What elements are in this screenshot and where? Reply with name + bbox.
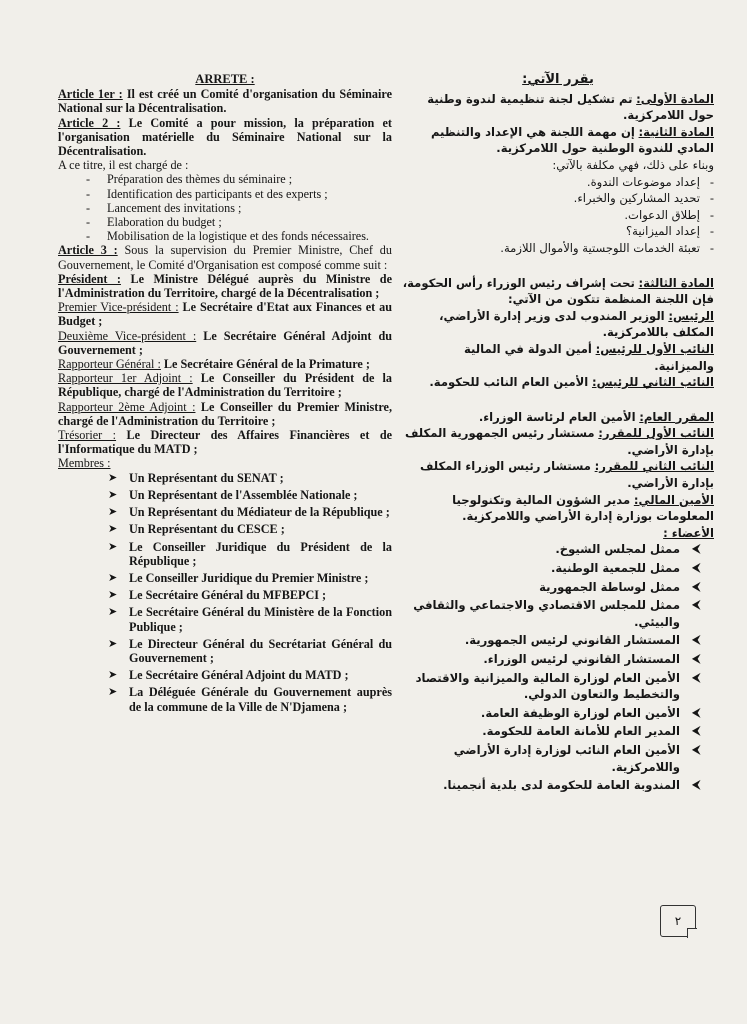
arabic-column (402, 72, 714, 796)
article-3-text: Sous la supervision du Premier Ministre, Chef du Gouvernement, le Comité d'Organisation est composé comme suit : (58, 243, 392, 272)
role-label: الرئيس: (668, 308, 714, 323)
member-text: Le Secrétaire Général Adjoint du MATD ; (129, 668, 349, 683)
list-item (402, 579, 714, 596)
list-item (58, 471, 392, 485)
member-text: المستشار القانوني لرئيس الجمهورية. (464, 633, 680, 648)
article-3-label: المادة الثالثة: (638, 275, 714, 290)
role-text: Le Conseiller du Premier Ministre, chargé de l'Administration du Territoire ; (58, 399, 392, 428)
list-item (58, 540, 392, 568)
role-text: Le Directeur des Affaires Financières et de l'Informatique du MATD ; (58, 428, 392, 457)
member-text: الأمين العام لوزارة الوظيفة العامة. (480, 705, 680, 720)
role-label: النائب الأول للمقرر: (598, 426, 714, 441)
arabic-charged-intro: وبناء على ذلك، فهي مكلفة بالآتي: (552, 157, 714, 172)
role-text: الأمين العام النائب للحكومة. (429, 375, 589, 390)
role-text: الوزير المندوب لدى وزير إدارة الأراضي، المكلف باللامركزية. (439, 308, 714, 340)
arabic-article-1 (402, 91, 714, 124)
role-treasurer (58, 428, 392, 456)
role-label: Premier Vice-président : (58, 300, 179, 315)
french-members-list (58, 471, 392, 714)
role-label: Deuxième Vice-président : (58, 328, 197, 343)
article-3-label: Article 3 : (58, 243, 118, 258)
arabic-members-list (402, 541, 714, 793)
arrow-bullet-icon: ➤ (108, 588, 118, 602)
member-text: La Déléguée Générale du Gouvernement auprès de la commune de la Ville de N'Djamena ; (129, 685, 392, 714)
article-1-label: المادة الأولى: (636, 91, 714, 106)
arrow-bullet-icon: ➤ (108, 539, 118, 553)
list-item (402, 541, 714, 558)
article-1-text: تم تشكيل لجنة تنظيمية لندوة وطنية حول اللامركزية. (427, 91, 714, 123)
role-text: الأمين العام لرئاسة الوزراء. (478, 409, 636, 424)
role-general-rapporteur (58, 357, 392, 371)
member-text: المدير العام للأمانة العامة للحكومة. (482, 724, 680, 739)
member-text: Un Représentant du SENAT ; (129, 470, 284, 485)
arabic-title: يقرر الآتي: (522, 72, 594, 87)
role-text: أمين الدولة في المالية والميزانية. (463, 341, 714, 373)
list-item (402, 632, 714, 649)
role-second-vice-president (58, 329, 392, 357)
role-label: Rapporteur Général : (58, 357, 161, 372)
role-label: المقرر العام: (639, 409, 714, 424)
member-text: الأمين العام النائب لوزارة إدارة الأراضي واللامركزية. (453, 742, 680, 774)
article-3-text: تحت إشراف رئيس الوزراء رأس الحكومة، فإن اللجنة المنظمة تتكون من الآتي: (402, 275, 714, 307)
arrow-bullet-icon: ➤ (108, 470, 118, 484)
french-article-3 (58, 243, 392, 271)
member-text: Un Représentant du CESCE ; (129, 522, 285, 537)
role-label: النائب الأول للرئيس: (595, 341, 714, 356)
member-text: ممثل لمجلس الشيوخ. (555, 542, 680, 557)
list-item (402, 742, 714, 775)
article-2-text: Le Comité a pour mission, la préparation et l'organisation matérielle du Séminaire National sur la Décentralisation. (58, 115, 392, 159)
member-text: ممثل للجمعية الوطنية. (550, 561, 680, 576)
list-item (402, 723, 714, 740)
role-treasurer (402, 492, 714, 525)
arrow-bullet-icon: ➤ (108, 605, 118, 619)
member-text: Un Représentant de l'Assemblée Nationale ; (129, 487, 358, 502)
arrow-bullet-icon: ⮜ (692, 742, 700, 756)
member-text: Le Secrétaire Général du MFBEPCI ; (129, 588, 327, 603)
list-item (58, 685, 392, 713)
member-text: ممثل للمجلس الاقتصادي والاجتماعي والثقافي والبيئي. (413, 598, 680, 629)
arrow-bullet-icon: ➤ (108, 570, 118, 584)
list-item: - تحديد المشاركين والخبراء. (402, 190, 714, 207)
list-item (402, 597, 714, 630)
list-item: - Préparation des thèmes du séminaire ; (58, 172, 392, 186)
member-text: Le Directeur Général du Secrétariat Général du Gouvernement ; (129, 636, 392, 665)
list-item (402, 705, 714, 722)
list-item (58, 505, 392, 519)
member-text: Le Conseiller Juridique du Président de la République ; (129, 539, 392, 568)
arrow-bullet-icon: ➤ (108, 505, 118, 519)
list-item: - Mobilisation de la logistique et des fonds nécessaires. (58, 229, 392, 243)
list-item (58, 588, 392, 602)
list-item: - Identification des participants et des experts ; (58, 187, 392, 201)
role-label: Rapporteur 1er Adjoint : (58, 371, 193, 386)
members-label-text: الأعضاء : (663, 525, 714, 540)
role-text: Le Conseiller du Président de la République, chargé de l'Administration du Territoire ; (58, 371, 393, 400)
list-item: - تعبئة الخدمات اللوجستية والأموال اللازمة. (402, 240, 714, 257)
role-text: Le Secrétaire d'Etat aux Finances et au Budget ; (58, 300, 392, 329)
arrow-bullet-icon: ⮜ (692, 598, 700, 612)
list-item (402, 670, 714, 703)
role-first-vice-president (58, 300, 392, 328)
role-text: مستشار رئيس الوزراء المكلف بإدارة الأراضي. (419, 459, 714, 491)
role-general-rapporteur (402, 409, 714, 426)
french-article-1 (58, 87, 392, 115)
article-2-text: إن مهمة اللجنة هي الإعداد والتنظيم المادي للندوة الوطنية حول اللامركزية. (430, 124, 714, 156)
arrow-bullet-icon: ⮜ (692, 724, 700, 738)
role-label: Rapporteur 2ème Adjoint : (58, 399, 196, 414)
arrow-bullet-icon: ⮜ (692, 670, 700, 684)
list-item (58, 522, 392, 536)
role-president (402, 308, 714, 341)
arrow-bullet-icon: ⮜ (692, 633, 700, 647)
member-text: الأمين العام لوزارة المالية والميزانية والاقتصاد والتخطيط والتعاون الدولي. (415, 670, 680, 702)
list-item: - إطلاق الدعوات. (402, 207, 714, 224)
role-first-vice-president (402, 341, 714, 374)
spacer (402, 391, 714, 409)
list-item: - إعداد موضوعات الندوة. (402, 174, 714, 191)
list-item: - Lancement des invitations ; (58, 201, 392, 215)
french-column (58, 72, 392, 717)
article-1-text: Il est créé un Comité d'organisation du Séminaire National sur la Décentralisation. (58, 87, 392, 116)
arrow-bullet-icon: ➤ (108, 685, 118, 699)
list-item (58, 488, 392, 502)
role-text: Le Secrétaire Général de la Primature ; (163, 357, 370, 372)
arabic-article-3 (402, 275, 714, 308)
role-second-deputy-rapporteur (402, 458, 714, 491)
list-item (58, 668, 392, 682)
members-label (58, 456, 392, 470)
arrow-bullet-icon: ⮜ (692, 561, 700, 575)
member-text: Le Secrétaire Général du Ministère de la Fonction Publique ; (129, 605, 392, 634)
french-title: ARRETE : (195, 72, 255, 86)
list-item (402, 560, 714, 577)
arabic-task-list (402, 174, 714, 257)
spacer (402, 257, 714, 275)
list-item (402, 777, 714, 794)
list-item: - Elaboration du budget ; (58, 215, 392, 229)
article-1-label: Article 1er : (58, 87, 123, 102)
arrow-bullet-icon: ⮜ (692, 778, 700, 792)
arabic-article-2 (402, 124, 714, 157)
role-label: الأمين المالي: (633, 492, 714, 507)
role-text: مستشار رئيس الجمهورية المكلف بإدارة الأراضي. (404, 426, 714, 457)
role-label: Trésorier : (58, 428, 117, 443)
list-item: - إعداد الميزانية؟ (402, 223, 714, 240)
arrow-bullet-icon: ➤ (108, 522, 118, 536)
role-label: Président : (58, 271, 121, 286)
french-article-2 (58, 116, 392, 159)
member-text: المستشار القانوني لرئيس الوزراء. (483, 652, 680, 666)
role-text: Le Secrétaire Général Adjoint du Gouvernement ; (58, 328, 392, 357)
member-text: المندوبة العامة للحكومة لدى بلدية أنجمينا. (443, 778, 680, 793)
member-text: Un Représentant du Médiateur de la République ; (129, 505, 390, 520)
list-item (58, 605, 392, 633)
arrow-bullet-icon: ➤ (108, 668, 118, 682)
french-task-list (58, 172, 392, 243)
members-label-text: Membres : (58, 456, 111, 471)
arrow-bullet-icon: ⮜ (692, 705, 700, 719)
role-second-vice-president (402, 374, 714, 391)
role-text: مدير الشؤون المالية وتكنولوجيا المعلومات بوزارة إدارة الأراضي واللامركزية. (452, 492, 714, 524)
list-item (402, 651, 714, 668)
french-charged-intro: A ce titre, il est chargé de : (58, 158, 189, 173)
arrow-bullet-icon: ⮜ (692, 542, 700, 556)
role-text: Le Ministre Délégué auprès du Ministre de l'Administration du Territoire, chargé de la Décentralisation ; (58, 271, 392, 301)
members-label (402, 525, 714, 542)
arrow-bullet-icon: ⮜ (692, 579, 700, 593)
article-2-label: Article 2 : (58, 115, 121, 130)
role-first-deputy-rapporteur (402, 425, 714, 458)
arrow-bullet-icon: ➤ (108, 636, 118, 650)
arrow-bullet-icon: ⮜ (692, 652, 700, 665)
role-label: النائب الثاني للمقرر: (594, 459, 714, 474)
role-president (58, 272, 392, 300)
role-label: النائب الثاني للرئيس: (591, 375, 714, 390)
member-text: ممثل لوساطة الجمهورية (539, 579, 680, 594)
article-2-label: المادة الثانية: (638, 124, 714, 139)
page-number: ٢ (660, 905, 696, 937)
member-text: Le Conseiller Juridique du Premier Ministre ; (129, 570, 369, 585)
role-second-deputy-rapporteur (58, 400, 392, 428)
list-item (58, 637, 392, 665)
arrow-bullet-icon: ➤ (108, 487, 118, 501)
role-first-deputy-rapporteur (58, 371, 392, 399)
list-item (58, 571, 392, 585)
